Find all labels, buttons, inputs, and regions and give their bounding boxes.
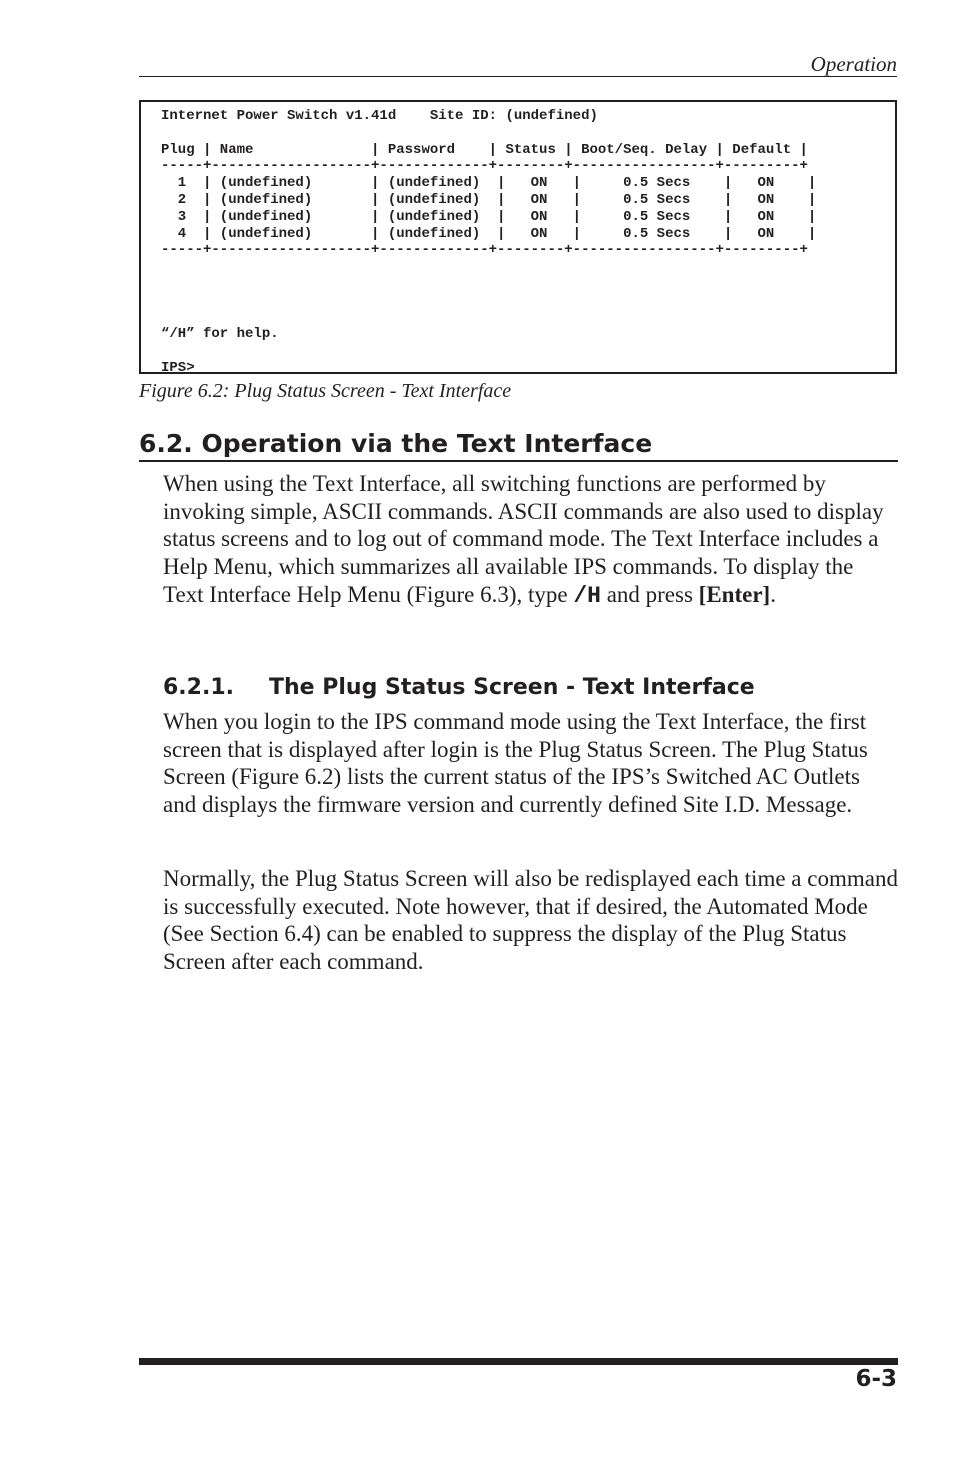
- header-rule: [139, 76, 897, 77]
- body-paragraph: When you login to the IPS command mode using the Text Interface, the first screen that is displayed after login is the Plug Status Screen. The Plug Status Screen (Figure 6.2) lists the current status of the IPS’s Switched AC Outlets and displays the firmware version and currently defined Site I.D. Message.: [163, 709, 868, 818]
- section-heading: 6.2. Operation via the Text Interface: [139, 429, 653, 458]
- help-command: /H: [573, 582, 601, 609]
- terminal-screen-figure: [139, 100, 897, 374]
- enter-key-label: [Enter]: [698, 581, 771, 607]
- intro-text-cont: and press: [600, 581, 699, 607]
- terminal-output: Internet Power Switch v1.41d Site ID: (undefined) Plug | Name | Password | Status | Boot/Seq. Delay | Default | -----+-------------------+-------------+--------+-----------------+---------+ 1 | (undefined) | (undefined) | ON | 0.5 Secs | ON | 2 | (undefined) | (undefined) | ON | 0.5 Secs | ON | 3 | (undefined) | (undefined) | ON | 0.5 Secs | ON | 4 | (undefined) | (undefined) | ON | 0.5 Secs | ON | -----+-------------------+-------------+--------+-----------------+---------+ “/H” for help. IPS>: [161, 108, 817, 376]
- subsection-heading: [163, 673, 898, 703]
- running-header: Operation: [810, 52, 897, 76]
- section-intro-paragraph: [163, 470, 898, 611]
- intro-text-end: .: [770, 581, 776, 607]
- intro-text: When using the Text Interface, all switching functions are performed by invoking simple, ASCII commands. ASCII commands are also used to display status screens and to log out of command mode. The Text Interface includes a Help Menu, which summarizes all available IPS commands. To display the Text Interface Help Menu (Figure 6.3), type: [163, 471, 884, 607]
- figure-caption: Figure 6.2: Plug Status Screen - Text Interface: [139, 380, 512, 402]
- subsection-title: The Plug Status Screen - Text Interface: [269, 675, 755, 700]
- body-paragraph: Normally, the Plug Status Screen will also be redisplayed each time a command is successfully executed. Note however, that if desired, the Automated Mode (See Section 6.4) can be enabled to suppress the display of the Plug Status Screen after each command.: [163, 866, 898, 975]
- subsection-number: 6.2.1.: [163, 675, 234, 700]
- page-number: 6-3: [855, 1366, 897, 1392]
- section-heading-rule: [139, 460, 898, 462]
